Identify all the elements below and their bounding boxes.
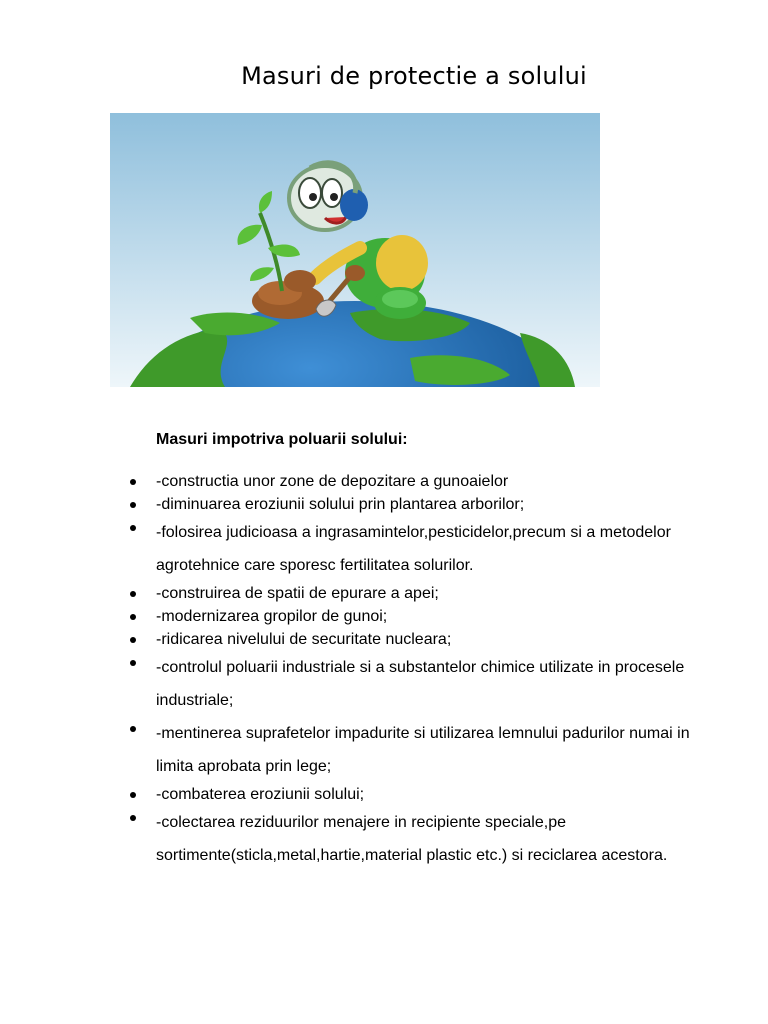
page-title: Masuri de protectie a solului (241, 62, 587, 90)
list-item: -ridicarea nivelului de securitate nucleara; (130, 628, 690, 651)
measures-list (130, 470, 690, 872)
list-item: -combaterea eroziunii solului; (130, 783, 690, 806)
turtle-planting-tree-icon (110, 113, 600, 387)
list-item: -controlul poluarii industriale si a substantelor chimice utilizate in procesele industriale; (130, 651, 690, 717)
list-item: -diminuarea eroziunii solului prin plantarea arborilor; (130, 493, 690, 516)
list-item: -modernizarea gropilor de gunoi; (130, 605, 690, 628)
list-item: -mentinerea suprafetelor impadurite si utilizarea lemnului padurilor numai in limita aprobata prin lege; (130, 717, 690, 783)
list-item: -folosirea judicioasa a ingrasamintelor,pesticidelor,precum si a metodelor agrotehnice care sporesc fertilitatea solurilor. (130, 516, 690, 582)
list-item: -constructia unor zone de depozitare a gunoaielor (130, 470, 690, 493)
list-item: -colectarea reziduurilor menajere in recipiente speciale,pe sortimente(sticla,metal,hartie,material plastic etc.) si reciclarea acestora. (130, 806, 690, 872)
section-heading: Masuri impotriva poluarii solului: (156, 431, 408, 448)
list-item: -construirea de spatii de epurare a apei; (130, 582, 690, 605)
